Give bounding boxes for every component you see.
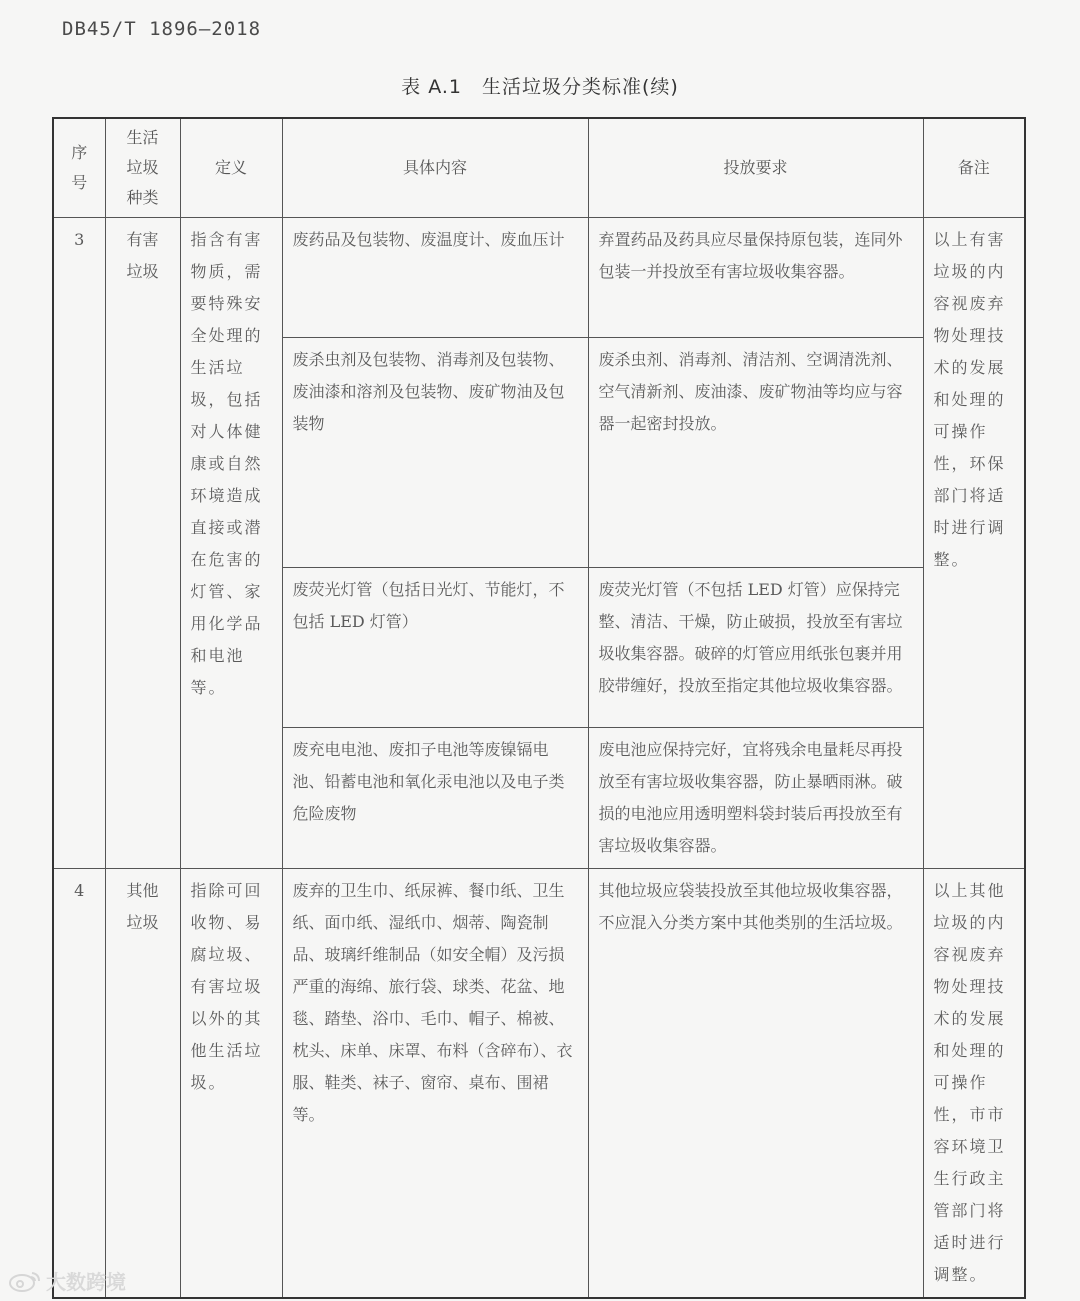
waste-type-cell: 有害 垃圾 [105,218,180,869]
document-code: DB45/T 1896—2018 [62,18,262,40]
column-header-requirement: 投放要求 [588,118,923,218]
content-cell: 废弃的卫生巾、纸尿裤、餐巾纸、卫生纸、面巾纸、湿纸巾、烟蒂、陶瓷制品、玻璃纤维制品（如安全帽）及污损严重的海绵、旅行袋、球类、花盆、地毯、踏垫、浴巾、毛巾、帽子、棉被、枕头、床单、床罩、布料（含碎布）、衣服、鞋类、袜子、窗帘、桌布、围裙等。 [282,869,588,1299]
requirement-cell: 弃置药品及药具应尽量保持原包装，连同外包装一并投放至有害垃圾收集容器。 [588,218,923,338]
table-row [53,869,1025,1299]
table-header-row [53,118,1025,218]
definition-cell: 指含有害物质，需要特殊安全处理的生活垃圾，包括对人体健康或自然环境造成直接或潜在危害的灯管、家用化学品和电池等。 [180,218,282,869]
watermark [8,1266,126,1295]
column-header-content: 具体内容 [282,118,588,218]
definition-cell: 指除可回收物、易腐垃圾、有害垃圾以外的其他生活垃圾。 [180,869,282,1299]
note-cell: 以上其他垃圾的内容视废弃物处理技术的发展和处理的可操作性，市市容环境卫生行政主管部门将适时进行调整。 [923,869,1025,1299]
watermark-text: 大数跨境 [46,1270,126,1294]
row-number-cell: 4 [53,869,105,1299]
content-cell: 废药品及包装物、废温度计、废血压计 [282,218,588,338]
table-title: 表 A.1 生活垃圾分类标准(续) [401,76,679,98]
requirement-cell: 废杀虫剂、消毒剂、清洁剂、空调清洗剂、空气清新剂、废油漆、废矿物油等均应与容器一起密封投放。 [588,338,923,568]
content-cell: 废荧光灯管（包括日光灯、节能灯，不包括 LED 灯管） [282,568,588,728]
column-header-number: 序 号 [53,118,105,218]
table-row [53,218,1025,338]
row-number-cell: 3 [53,218,105,869]
note-cell: 以上有害垃圾的内容视废弃物处理技术的发展和处理的可操作性，环保部门将适时进行调整。 [923,218,1025,869]
requirement-cell: 废荧光灯管（不包括 LED 灯管）应保持完整、清洁、干燥，防止破损，投放至有害垃圾收集容器。破碎的灯管应用纸张包裹并用胶带缠好，投放至指定其他垃圾收集容器。 [588,568,923,728]
requirement-cell: 废电池应保持完好，宜将残余电量耗尽再投放至有害垃圾收集容器，防止暴晒雨淋。破损的电池应用透明塑料袋封装后再投放至有害垃圾收集容器。 [588,728,923,869]
weibo-logo-icon [8,1269,42,1293]
classification-table [52,117,1026,1299]
column-header-note: 备注 [923,118,1025,218]
content-cell: 废杀虫剂及包装物、消毒剂及包装物、废油漆和溶剂及包装物、废矿物油及包装物 [282,338,588,568]
column-header-type: 生活 垃圾 种类 [105,118,180,218]
column-header-definition: 定义 [180,118,282,218]
waste-type-cell: 其他 垃圾 [105,869,180,1299]
requirement-cell: 其他垃圾应袋装投放至其他垃圾收集容器，不应混入分类方案中其他类别的生活垃圾。 [588,869,923,1299]
content-cell: 废充电电池、废扣子电池等废镍镉电池、铅蓄电池和氧化汞电池以及电子类危险废物 [282,728,588,869]
